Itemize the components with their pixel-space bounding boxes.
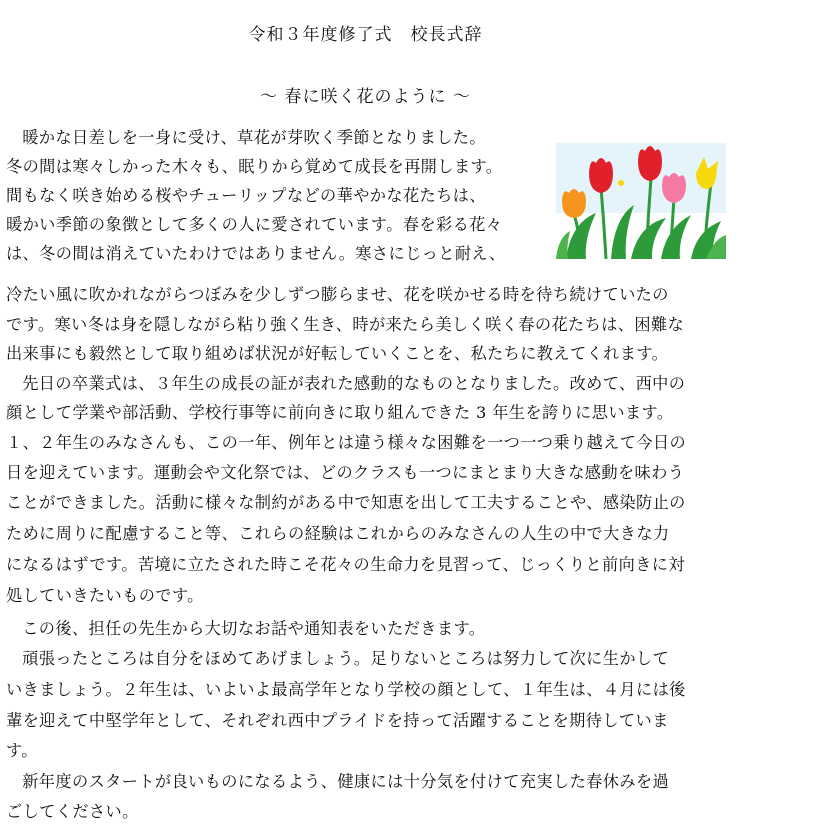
body-line: す。 (6, 741, 38, 760)
small-flower (618, 180, 624, 186)
body-line: 出来事にも毅然として取り組めば状況が好転していくことを、私たちに教えてくれます。 (6, 344, 669, 363)
body-line: 顔として学業や部活動、学校行事等に前向きに取り組んできた 3 年生を誇りに思います。 (6, 403, 674, 422)
body-line: １、２年生のみなさんも、この一年、例年とは違う様々な困難を一つ一つ乗り越えて今日の (6, 433, 687, 452)
body-line: 暖かな日差しを一身に受け、草花が芽吹く季節となりました。 (22, 128, 486, 147)
body-line: 間もなく咲き始める桜やチューリップなどの華やかな花たちは、 (6, 186, 486, 205)
body-line: 日を迎えています。運動会や文化祭では、どのクラスも一つにまとまり大きな感動を味わう (6, 463, 685, 482)
body-line: この後、担任の先生から大切なお話や通知表をいただきます。 (22, 619, 486, 638)
document-title: 令和３年度修了式 校長式辞 (248, 25, 483, 45)
orange-tulip (562, 189, 586, 218)
body-line: ために周りに配慮すること等、これらの経験はこれからのみなさんの人生の中で大きな力 (6, 524, 670, 543)
body-line: は、冬の間は消えていたわけではありません。寒さにじっと耐え、 (6, 244, 506, 263)
body-line: です。寒い冬は身を隠しながら粘り強く生き、時が来たら美しく咲く春の花たちは、困難な (6, 315, 685, 334)
body-line: 暖かい季節の象徴として多くの人に愛されています。春を彩る花々 (6, 215, 503, 234)
body-line: 先日の卒業式は、３年生の成長の証が表れた感動的なものとなりました。改めて、西中の (22, 374, 686, 393)
body-line: 冬の間は寒々しかった木々も、眠りから覚めて成長を再開します。 (6, 157, 503, 176)
body-line: 処していきたいものです。 (6, 586, 204, 605)
body-line: ごしてください。 (6, 802, 139, 821)
body-line: いきましょう。２年生は、いよいよ最高学年となり学校の顔として、１年生は、４月には後 (6, 680, 686, 699)
body-line: 新年度のスタートが良いものになるよう、健康には十分気を付けて充実した春休みを過 (22, 772, 670, 791)
red-tulip (589, 158, 613, 193)
body-line: 頑張ったところは自分をほめてあげましょう。足りないところは努力して次に生かして (22, 649, 670, 668)
body-line: になるはずです。苦境に立たされた時こそ花々の生命力を見習って、じっくりと前向きに対 (6, 555, 685, 574)
document-subtitle: ～ 春に咲く花のように ～ (260, 87, 471, 107)
body-line: 輩を迎えて中堅学年として、それぞれ西中プライドを持って活躍することを期待していま (6, 711, 669, 730)
red-tulip-tall (638, 146, 662, 181)
tulip-illustration (556, 143, 726, 259)
body-line: ことができました。活動に様々な制約がある中で知恵を出して工夫することや、感染防止の (6, 493, 686, 512)
body-line: 冷たい風に吹かれながらつぼみを少しずつ膨らませ、花を咲かせる時を待ち続けていたの (6, 285, 669, 304)
